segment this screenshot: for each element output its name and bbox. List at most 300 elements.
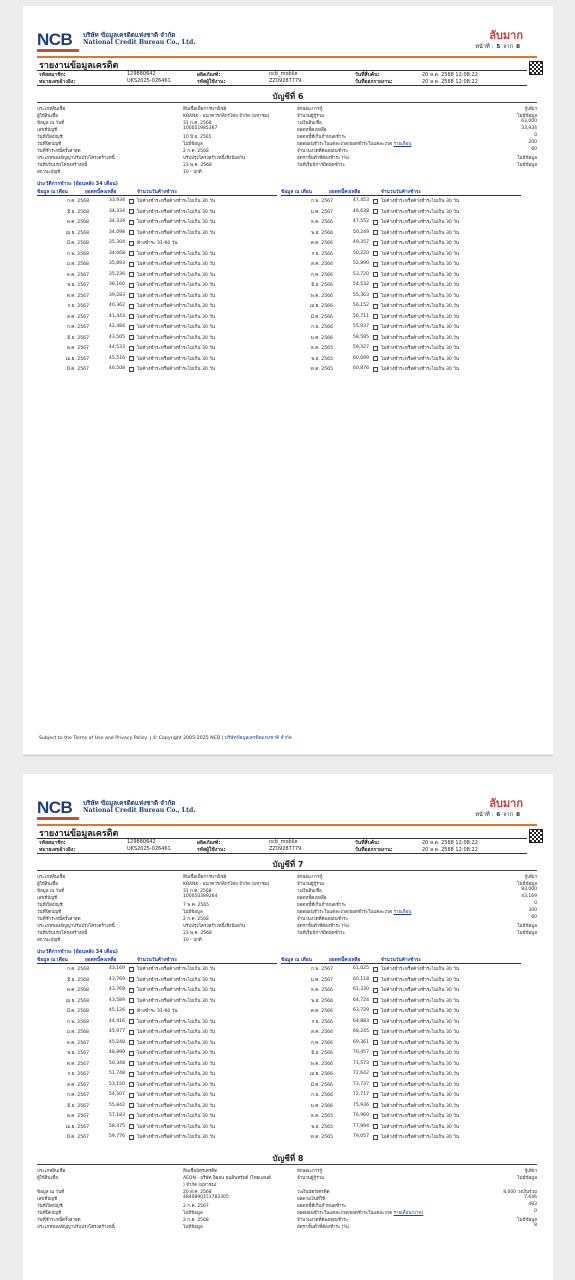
page-number [475,811,523,819]
history-row [37,975,267,986]
detail-value-right: ไม่มีข้อมูล [517,924,537,929]
history-row [37,1059,267,1070]
meta-label: วันที่ออกรายงาน: [355,79,393,85]
history-row [281,207,511,218]
meta-label: รหัสผู้ใช้งาน: [197,79,226,85]
history-status: ไม่ค้างชำระหรือค้างชำระไม่เกิน 30 วัน [381,346,459,351]
history-row [281,238,511,249]
meta-label: หมายเลขอ้างอิง: [39,79,76,85]
history-balance: 46,638 [352,208,369,214]
status-swatch-icon [373,1030,378,1035]
history-column-header: ข้อมูล ณ เดือน [37,190,68,195]
status-swatch-icon [129,272,134,277]
history-status: ไม่ค้างชำระหรือค้างชำระไม่เกิน 30 วัน [381,230,459,236]
history-month: ต.ค. 2566 [310,1009,333,1014]
status-swatch-icon [373,1072,378,1077]
history-month: ก.ค. 2567 [67,325,89,330]
detail-label-text: ยอดหนี้คงเหลือ [297,896,327,901]
detail-row [37,112,537,119]
status-swatch-icon [373,1040,378,1045]
detail-value: 23 พ.ค. 2568 [183,931,212,936]
detail-label-right [297,922,350,929]
detail-label-text: ยอดหนี้ที่เกินกำหนดชำระ [297,903,347,908]
history-column-header: ยอดหนี้คงเหลือ [85,190,117,195]
history-row [37,333,267,344]
status-swatch-icon [373,251,378,256]
page-label: หน้าที่ : [475,44,494,50]
history-month: ต.ค. 2565 [310,1135,333,1140]
history-balance: 41,443 [108,313,125,319]
detail-value-right: 60 [531,915,537,920]
history-month: ส.ค. 2567 [67,1082,89,1088]
history-row [37,322,267,333]
account-divider [37,1164,537,1165]
detail-label: วันที่ชำระหนี้ครั้งล่าสุด [37,917,81,922]
history-status: ไม่ค้างชำระหรือค้างชำระไม่เกิน 30 วัน [137,346,215,351]
frequency-link[interactable]: รายเดือน [393,910,412,915]
history-status: ไม่ค้างชำระหรือค้างชำระไม่เกิน 30 วัน [137,283,215,288]
history-status: ไม่ค้างชำระหรือค้างชำระไม่เกิน 30 วัน [137,262,215,267]
status-swatch-icon [373,199,378,204]
qr-code-icon [529,61,543,75]
status-swatch-icon [373,967,378,972]
detail-label-right [297,133,346,140]
history-row [281,1069,511,1080]
history-balance: 56,152 [352,303,369,308]
detail-label-right [297,147,348,154]
detail-value: 2 ก.ค. 2568 [183,1218,209,1223]
history-month: มี.ค. 2566 [310,1082,333,1088]
meta-label: ผลิตภัณฑ์: [197,72,221,78]
history-row [281,1090,511,1101]
history-balance: 43,589 [108,997,125,1003]
history-month: ม.ค. 2568 [66,1030,89,1035]
history-row [281,364,511,375]
history-month: มิ.ย. 2566 [311,283,333,288]
company-name-en: National Credit Bureau Co., Ltd. [83,39,196,46]
detail-label-right [297,126,326,133]
history-status: ค้างชำระ 31-60 วัน [137,241,178,246]
status-swatch-icon [373,1114,378,1119]
detail-label-right [297,880,324,887]
history-status: ไม่ค้างชำระหรือค้างชำระไม่เกิน 30 วัน [137,356,215,362]
history-row [281,1038,511,1049]
detail-row [37,936,537,943]
history-balance: 75,936 [352,1102,369,1108]
detail-value: ไม่มีข้อมูล [183,1225,203,1230]
detail-label-text: วงเงินสินเชื่อ [297,121,322,126]
history-status: ไม่ค้างชำระหรือค้างชำระไม่เกิน 30 วัน [381,220,459,225]
history-month: มี.ค. 2568 [66,1009,89,1014]
status-swatch-icon [129,998,134,1003]
detail-row [37,1181,537,1188]
detail-label-text: อัตราขั้นต่ำที่ต้องชำระ (%) [297,1225,350,1230]
detail-label: ประเภทของสัญญาปรับปรุงโครงสร้างหนี้ [37,924,115,929]
detail-label: ข้อมูล ณ วันที่ [37,889,65,894]
detail-row [37,1188,537,1195]
detail-label: เลขที่บัญชี [37,896,58,901]
detail-value: สินเชื่อเพื่อการพาณิชย์ [183,107,227,112]
history-month: พ.ย. 2566 [311,998,333,1004]
history-balance: 39,283 [108,292,125,298]
detail-row [37,1167,537,1174]
status-swatch-icon [129,241,134,246]
history-month: พ.ค. 2567 [66,346,89,351]
history-balance: 44,416 [108,1018,125,1024]
history-status: ไม่ค้างชำระหรือค้างชำระไม่เกิน 30 วัน [381,251,459,257]
history-status: ไม่ค้างชำระหรือค้างชำระไม่เกิน 30 วัน [381,1114,459,1119]
history-status: ไม่ค้างชำระหรือค้างชำระไม่เกิน 30 วัน [137,367,215,372]
detail-value: ไม่มีข้อมูล [183,910,203,915]
history-row [281,985,511,996]
history-status: ไม่ค้างชำระหรือค้างชำระไม่เกิน 30 วัน [381,1051,459,1056]
account-divider [37,870,537,871]
detail-row [37,1174,537,1181]
detail-label: วันที่ปรับปรุงโครงสร้างหนี้ [37,163,88,168]
history-status: ไม่ค้างชำระหรือค้างชำระไม่เกิน 30 วัน [137,209,215,215]
status-swatch-icon [373,1009,378,1014]
detail-label-text: วันที่เริ่มมีการผิดนัดชำระ [297,163,346,168]
detail-label: ผู้ให้สินเชื่อ [37,882,58,887]
history-status: ไม่ค้างชำระหรือค้างชำระไม่เกิน 30 วัน [137,1072,215,1077]
detail-label-right [297,140,411,147]
history-row [37,964,267,975]
detail-value: KBANK - ธนาคารกสิกรไทย จำกัด (มหาชน) [183,882,270,887]
account-title: บัญชีที่ 6 [272,92,304,101]
history-row [37,985,267,996]
history-balance: 46,508 [108,366,125,371]
history-month: ม.ค. 2567 [310,977,333,983]
history-status: ไม่ค้างชำระหรือค้างชำระไม่เกิน 30 วัน [381,272,459,278]
history-status: ไม่ค้างชำระหรือค้างชำระไม่เกิน 30 วัน [137,967,215,972]
history-balance: 48,899 [108,1050,125,1055]
history-balance: 64,724 [352,997,369,1003]
history-row [37,259,267,270]
status-swatch-icon [129,314,134,319]
status-swatch-icon [129,230,134,235]
page-of: จาก [503,44,514,50]
payment-history-title: ประวัติการชำระ (ย้อนหลัง 34 เดือน) [37,949,118,955]
history-status: ไม่ค้างชำระหรือค้างชำระไม่เกิน 30 วัน [381,1124,459,1130]
terms-link[interactable]: Subject to the Terms of Use and Privacy Policy. [39,736,149,741]
history-balance: 52,890 [352,261,369,266]
status-swatch-icon [373,283,378,288]
detail-label-right [297,1216,348,1223]
history-row [37,196,267,207]
history-row [37,1080,267,1091]
detail-label: วันที่ปิดบัญชี [37,910,62,915]
history-month: ก.ค. 2566 [311,1040,333,1046]
history-balance: 54,507 [108,1092,125,1097]
detail-label-text: วงเงินบัตรเครดิต [297,1190,330,1195]
history-status: ไม่ค้างชำระหรือค้างชำระไม่เกิน 30 วัน [137,272,215,278]
status-swatch-icon [129,1030,134,1035]
history-row [281,1132,511,1143]
detail-value-right: ไม่มีข้อมูล [517,1218,537,1223]
status-swatch-icon [373,988,378,993]
status-swatch-icon [129,977,134,982]
detail-row [37,929,537,936]
detail-row [37,1195,537,1202]
detail-row [37,133,537,140]
history-balance: 34,334 [108,208,125,214]
history-row [37,1027,267,1038]
detail-label-right [297,1188,330,1195]
detail-value: KBANK - ธนาคารกสิกรไทย จำกัด (มหาชน) [183,114,270,119]
status-swatch-icon [129,262,134,267]
history-month: ธ.ค. 2566 [311,220,333,225]
history-row [281,1059,511,1070]
status-swatch-icon [373,1093,378,1098]
history-balance: 35,893 [108,261,125,266]
history-status: ไม่ค้างชำระหรือค้างชำระไม่เกิน 30 วัน [381,1103,459,1109]
status-swatch-icon [129,1103,134,1108]
history-row [281,228,511,239]
history-row [37,291,267,302]
history-balance: 71,573 [352,1060,369,1066]
history-month: ต.ค. 2565 [310,367,333,372]
status-swatch-icon [129,1072,134,1077]
ncb-logo: NCB [37,798,73,817]
status-swatch-icon [373,209,378,214]
history-balance: 43,769 [108,976,125,982]
history-status: ไม่ค้างชำระหรือค้างชำระไม่เกิน 30 วัน [381,241,459,246]
history-status: ไม่ค้างชำระหรือค้างชำระไม่เกิน 30 วัน [381,325,459,330]
detail-value: ปรับปรุงโครงสร้างหนี้เชิงป้องกัน [183,156,245,161]
history-row [37,1006,267,1017]
history-month: ก.ค. 2568 [67,199,89,204]
history-row [281,996,511,1007]
status-swatch-icon [373,1124,378,1129]
history-status: ไม่ค้างชำระหรือค้างชำระไม่เกิน 30 วัน [381,262,459,267]
history-status: ไม่ค้างชำระหรือค้างชำระไม่เกิน 30 วัน [137,988,215,993]
history-status: ไม่ค้างชำระหรือค้างชำระไม่เกิน 30 วัน [381,1082,459,1088]
history-status: ไม่ค้างชำระหรือค้างชำระไม่เกิน 30 วัน [381,1019,459,1025]
detail-label-right [297,1223,350,1230]
history-month: ส.ค. 2566 [311,1030,333,1035]
detail-value-right: ไม่มีข้อมูล [517,1176,537,1181]
history-row [37,207,267,218]
detail-label-right [297,1174,324,1181]
history-balance: 73,737 [352,1081,369,1087]
history-row [281,1122,511,1133]
history-status: ไม่ค้างชำระหรือค้างชำระไม่เกิน 30 วัน [137,1019,215,1025]
history-balance: 60,118 [352,976,369,982]
history-status: ไม่ค้างชำระหรือค้างชำระไม่เกิน 30 วัน [137,1061,215,1067]
history-month: เม.ย. 2567 [65,1124,89,1130]
history-month: ก.พ. 2568 [67,1019,89,1025]
history-row [37,312,267,323]
history-balance: 56,711 [352,313,369,319]
report-title: รายงานข้อมูลเครดิต [39,61,119,71]
history-row [37,217,267,228]
history-month: มิ.ย. 2568 [67,209,89,215]
detail-label: วันที่เปิดบัญชี [37,135,63,140]
history-row [281,280,511,291]
detail-label: วันที่ปิดบัญชี [37,1211,62,1216]
page-label: หน้าที่ : [475,812,494,818]
history-month: เม.ย. 2567 [65,356,89,362]
history-month: ส.ค. 2567 [67,314,89,320]
detail-value: สินเชื่อเพื่อการพาณิชย์ [183,875,227,880]
detail-label-right [297,1167,322,1174]
status-swatch-icon [129,293,134,298]
frequency-link[interactable]: รายเดือน [393,142,412,147]
report-meta [37,838,527,854]
history-month: มิ.ย. 2567 [67,1103,89,1109]
company-name-en: National Credit Bureau Co., Ltd. [83,807,196,814]
detail-label: วันที่เปิดบัญชี [37,903,63,908]
history-row [281,354,511,365]
history-row [281,1111,511,1122]
detail-label-right [297,119,322,126]
history-balance: 58,475 [108,1123,125,1129]
history-row [37,1048,267,1059]
history-month: ธ.ค. 2565 [311,346,333,351]
history-month: เม.ย. 2568 [65,230,89,236]
status-swatch-icon [373,998,378,1003]
detail-row [37,1202,537,1209]
history-month: ก.พ. 2566 [311,1093,333,1098]
status-swatch-icon [129,199,134,204]
history-balance: 70,457 [352,1050,369,1055]
detail-row [37,126,537,133]
history-balance: 43,169 [108,966,125,971]
detail-row [37,1216,537,1223]
detail-value: 4840890151783305 [183,1195,229,1200]
page-footer [39,735,292,742]
history-balance: 43,505 [108,334,125,340]
history-balance: 47,552 [352,219,369,224]
history-status: ไม่ค้างชำระหรือค้างชำระไม่เกิน 30 วัน [381,367,459,372]
history-balance: 55,937 [352,324,369,329]
history-status: ไม่ค้างชำระหรือค้างชำระไม่เกิน 30 วัน [137,293,215,299]
history-balance: 45,516 [108,355,125,361]
history-balance: 58,595 [352,334,369,340]
meta-label: รหัสผู้ใช้งาน: [197,847,226,853]
detail-label: ประเภทสินเชื่อ [37,875,66,880]
history-status: ไม่ค้างชำระหรือค้างชำระไม่เกิน 30 วัน [381,1093,459,1098]
status-swatch-icon [373,1061,378,1066]
meta-value: 129880642 [127,71,156,77]
history-row [37,1090,267,1101]
history-balance: 34,098 [108,229,125,235]
detail-label-text: จำนวนงวดที่ต้องผ่อนชำระ [297,149,349,154]
detail-label-text: ลักษณะการกู้ [297,875,323,880]
account-details [37,105,537,175]
detail-label-text: ยอดวงเงินที่ใช้ [297,1197,326,1202]
history-status: ไม่ค้างชำระหรือค้างชำระไม่เกิน 30 วัน [381,988,459,993]
history-month: พ.ย. 2565 [311,356,333,362]
status-swatch-icon [373,335,378,340]
history-status: ไม่ค้างชำระหรือค้างชำระไม่เกิน 30 วัน [137,220,215,225]
history-row [37,280,267,291]
detail-label: เลขที่บัญชี [37,1197,58,1202]
detail-label-text: ยอดผ่อนชำระในแต่ละงวด/ยอดชำระในแต่ละงวด [297,142,393,147]
account-divider [37,102,537,103]
history-status: ไม่ค้างชำระหรือค้างชำระไม่เกิน 30 วัน [137,1051,215,1056]
status-swatch-icon [373,977,378,982]
status-swatch-icon [373,1103,378,1108]
detail-value: AEON - บริษัท อิออน ธนสินทรัพย์ (ไทยแลนด์ [183,1176,271,1181]
history-balance: 55,842 [108,1102,125,1108]
payment-history-title: ประวัติการชำระ (ย้อนหลัง 34 เดือน) [37,181,118,187]
company-name-th: บริษัท ข้อมูลเครดิตแห่งชาติ จำกัด [83,800,176,807]
page-total: 8 [516,44,520,50]
history-status: ไม่ค้างชำระหรือค้างชำระไม่เกิน 30 วัน [137,1103,215,1109]
frequency-link[interactable]: รายเดือน(บาท) [393,1211,424,1216]
history-month: พ.ค. 2568 [66,220,89,225]
status-swatch-icon [129,1061,134,1066]
history-status: ไม่ค้างชำระหรือค้างชำระไม่เกิน 30 วัน [137,977,215,983]
page-current: 6 [496,812,501,818]
detail-value: 7 พ.ค. 2565 [183,903,210,908]
history-column-header: ข้อมูล ณ เดือน [37,958,68,963]
account-title: บัญชีที่ 8 [272,1154,304,1163]
detail-value-right: 8 [534,1223,537,1228]
detail-value-right: 0 [534,901,537,906]
history-status: ไม่ค้างชำระหรือค้างชำระไม่เกิน 30 วัน [381,1072,459,1077]
history-status: ไม่ค้างชำระหรือค้างชำระไม่เกิน 30 วัน [137,1093,215,1098]
detail-label-text: ยอดหนี้ที่เกินกำหนดชำระ [297,135,347,140]
history-status: ไม่ค้างชำระหรือค้างชำระไม่เกิน 30 วัน [381,335,459,341]
history-status: ไม่ค้างชำระหรือค้างชำระไม่เกิน 30 วัน [137,230,215,236]
history-month: พ.ค. 2568 [66,988,89,993]
detail-label: ประเภทสินเชื่อ [37,107,66,112]
history-row [281,322,511,333]
status-swatch-icon [373,356,378,361]
history-balance: 59,327 [352,345,369,350]
history-row [37,270,267,281]
history-balance: 76,960 [352,1113,369,1118]
detail-label-text: วงเงินสินเชื่อ [297,889,322,894]
history-column-header: ยอดหนี้คงเหลือ [329,958,361,963]
history-balance: 72,642 [352,1071,369,1076]
ncb-link[interactable]: บริษัทข้อมูลเครดิตแห่งชาติ จำกัด [224,736,292,741]
history-balance: 63,729 [352,1008,369,1013]
history-month: ม.ค. 2566 [310,1103,333,1109]
status-swatch-icon [129,988,134,993]
detail-value: 10 - ปกติ [183,938,202,943]
account-title: บัญชีที่ 7 [272,860,304,869]
history-status: ไม่ค้างชำระหรือค้างชำระไม่เกิน 30 วัน [381,977,459,983]
history-row [37,1132,267,1143]
history-row [281,333,511,344]
meta-value: ncb_mobile [269,839,298,845]
history-row [281,301,511,312]
history-status: ไม่ค้างชำระหรือค้างชำระไม่เกิน 30 วัน [381,967,459,972]
history-month: ก.ค. 2568 [67,967,89,972]
meta-value: 20 ส.ค. 2568 12:08:22 [422,847,478,853]
history-month: มี.ค. 2567 [66,367,89,372]
history-status: ไม่ค้างชำระหรือค้างชำระไม่เกิน 30 วัน [381,1040,459,1046]
history-balance: 69,361 [352,1039,369,1045]
history-month: ต.ค. 2566 [310,241,333,246]
detail-value: ไม่มีข้อมูล [183,1211,203,1216]
status-swatch-icon [129,283,134,288]
company-name-th: บริษัท ข้อมูลเครดิตแห่งชาติ จำกัด [83,32,176,39]
history-status: ไม่ค้างชำระหรือค้างชำระไม่เกิน 30 วัน [137,1082,215,1088]
copyright: | © Copyright 2005-2025 NCB | [149,736,224,741]
status-swatch-icon [129,1114,134,1119]
history-status: ไม่ค้างชำระหรือค้างชำระไม่เกิน 30 วัน [137,304,215,309]
history-status: ไม่ค้างชำระหรือค้างชำระไม่เกิน 30 วัน [137,325,215,330]
detail-value-right: 33,934 [521,126,537,131]
detail-row [37,168,537,175]
history-status: ไม่ค้างชำระหรือค้างชำระไม่เกิน 30 วัน [381,1030,459,1035]
history-month: เม.ย. 2568 [65,998,89,1004]
history-month: มี.ค. 2568 [66,241,89,246]
